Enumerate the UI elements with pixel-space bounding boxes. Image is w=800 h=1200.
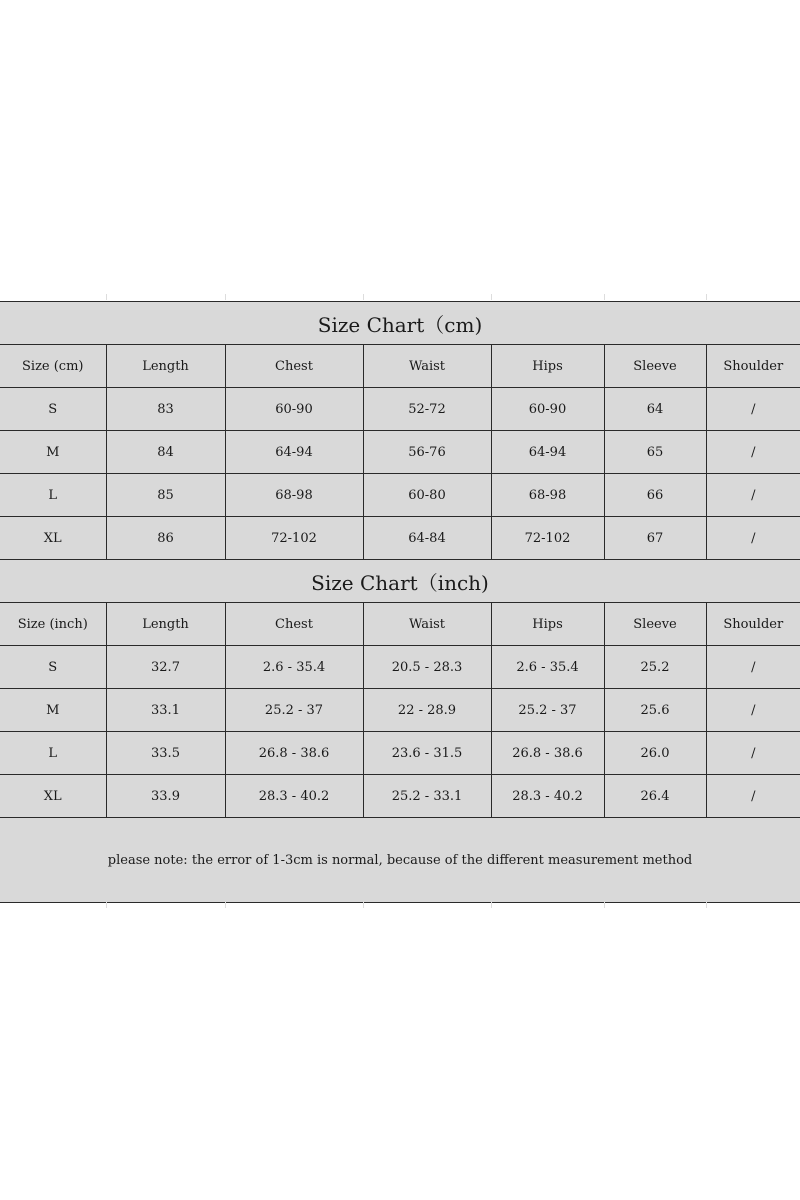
cm-chart-cell-size: S [0,388,106,431]
inch-chart-header-sleeve: Sleeve [604,603,706,646]
inch-chart-header-length: Length [106,603,225,646]
inch-chart-header-chest: Chest [225,603,363,646]
cm-chart-cell-shoulder: / [706,388,800,431]
cm-chart-cell-waist: 64-84 [363,517,491,560]
cm-chart-cell-sleeve: 67 [604,517,706,560]
cm-chart-cell-sleeve: 66 [604,474,706,517]
table-row [0,517,800,560]
cm-chart-cell-chest: 60-90 [225,388,363,431]
cm-chart-header-length: Length [106,345,225,388]
inch-chart-cell-shoulder: / [706,646,800,689]
inch-chart-cell-shoulder: / [706,689,800,732]
table-row [0,732,800,775]
cm-chart-header-size: Size (cm) [0,345,106,388]
cm-chart-cell-chest: 68-98 [225,474,363,517]
inch-chart-header-hips: Hips [491,603,604,646]
cm-chart-cell-waist: 56-76 [363,431,491,474]
inch-chart-cell-length: 33.1 [106,689,225,732]
cm-chart-cell-shoulder: / [706,431,800,474]
table-row [0,474,800,517]
inch-chart-cell-sleeve: 26.4 [604,775,706,818]
inch-chart-cell-hips: 26.8 - 38.6 [491,732,604,775]
table-row [0,388,800,431]
table-row [0,431,800,474]
inch-chart-cell-waist: 20.5 - 28.3 [363,646,491,689]
inch-chart-header-size: Size (inch) [0,603,106,646]
inch-chart-cell-hips: 2.6 - 35.4 [491,646,604,689]
inch-chart-cell-length: 33.9 [106,775,225,818]
inch-chart-cell-shoulder: / [706,732,800,775]
inch-chart-cell-chest: 2.6 - 35.4 [225,646,363,689]
table-row [0,646,800,689]
inch-chart-title: Size Chart（inch) [0,560,800,603]
inch-chart-cell-chest: 25.2 - 37 [225,689,363,732]
cm-chart-cell-hips: 60-90 [491,388,604,431]
cm-chart-cell-length: 86 [106,517,225,560]
inch-chart-cell-hips: 28.3 - 40.2 [491,775,604,818]
inch-chart-cell-chest: 26.8 - 38.6 [225,732,363,775]
inch-chart-cell-hips: 25.2 - 37 [491,689,604,732]
cm-chart-cell-chest: 64-94 [225,431,363,474]
inch-chart-cell-waist: 25.2 - 33.1 [363,775,491,818]
cm-chart-cell-chest: 72-102 [225,517,363,560]
size-chart-table [0,301,800,903]
cm-chart-cell-length: 85 [106,474,225,517]
inch-chart-cell-size: M [0,689,106,732]
inch-chart-cell-waist: 22 - 28.9 [363,689,491,732]
inch-chart-cell-sleeve: 25.6 [604,689,706,732]
cm-chart-cell-hips: 72-102 [491,517,604,560]
cm-chart-header-shoulder: Shoulder [706,345,800,388]
inch-chart-cell-sleeve: 25.2 [604,646,706,689]
cm-chart-cell-sleeve: 65 [604,431,706,474]
inch-chart-title-row [0,560,800,603]
inch-chart-cell-chest: 28.3 - 40.2 [225,775,363,818]
cm-chart-cell-waist: 60-80 [363,474,491,517]
cm-chart-cell-sleeve: 64 [604,388,706,431]
table-row [0,689,800,732]
inch-chart-cell-length: 32.7 [106,646,225,689]
note-row [0,818,800,903]
cm-chart-cell-length: 84 [106,431,225,474]
inch-chart-header-waist: Waist [363,603,491,646]
cm-chart-cell-hips: 64-94 [491,431,604,474]
cm-chart-header-sleeve: Sleeve [604,345,706,388]
inch-chart-header-row [0,603,800,646]
inch-chart-cell-size: L [0,732,106,775]
cm-chart-cell-size: M [0,431,106,474]
inch-chart-cell-size: XL [0,775,106,818]
cm-chart-header-hips: Hips [491,345,604,388]
inch-chart-cell-size: S [0,646,106,689]
cm-chart-cell-shoulder: / [706,517,800,560]
cm-chart-cell-size: L [0,474,106,517]
inch-chart-cell-sleeve: 26.0 [604,732,706,775]
inch-chart-header-shoulder: Shoulder [706,603,800,646]
cm-chart-cell-length: 83 [106,388,225,431]
table-row [0,775,800,818]
inch-chart-cell-shoulder: / [706,775,800,818]
cm-chart-header-waist: Waist [363,345,491,388]
cm-chart-cell-size: XL [0,517,106,560]
size-chart-sheet [0,301,800,903]
inch-chart-cell-waist: 23.6 - 31.5 [363,732,491,775]
top-gridline-ticks [0,294,800,300]
cm-chart-header-row [0,345,800,388]
cm-chart-cell-hips: 68-98 [491,474,604,517]
measurement-note: please note: the error of 1-3cm is normal, because of the different measurement method [0,818,800,903]
cm-chart-title: Size Chart（cm) [0,302,800,345]
bottom-gridline-ticks [0,902,800,908]
cm-chart-cell-waist: 52-72 [363,388,491,431]
cm-chart-cell-shoulder: / [706,474,800,517]
cm-chart-title-row [0,302,800,345]
cm-chart-header-chest: Chest [225,345,363,388]
inch-chart-cell-length: 33.5 [106,732,225,775]
